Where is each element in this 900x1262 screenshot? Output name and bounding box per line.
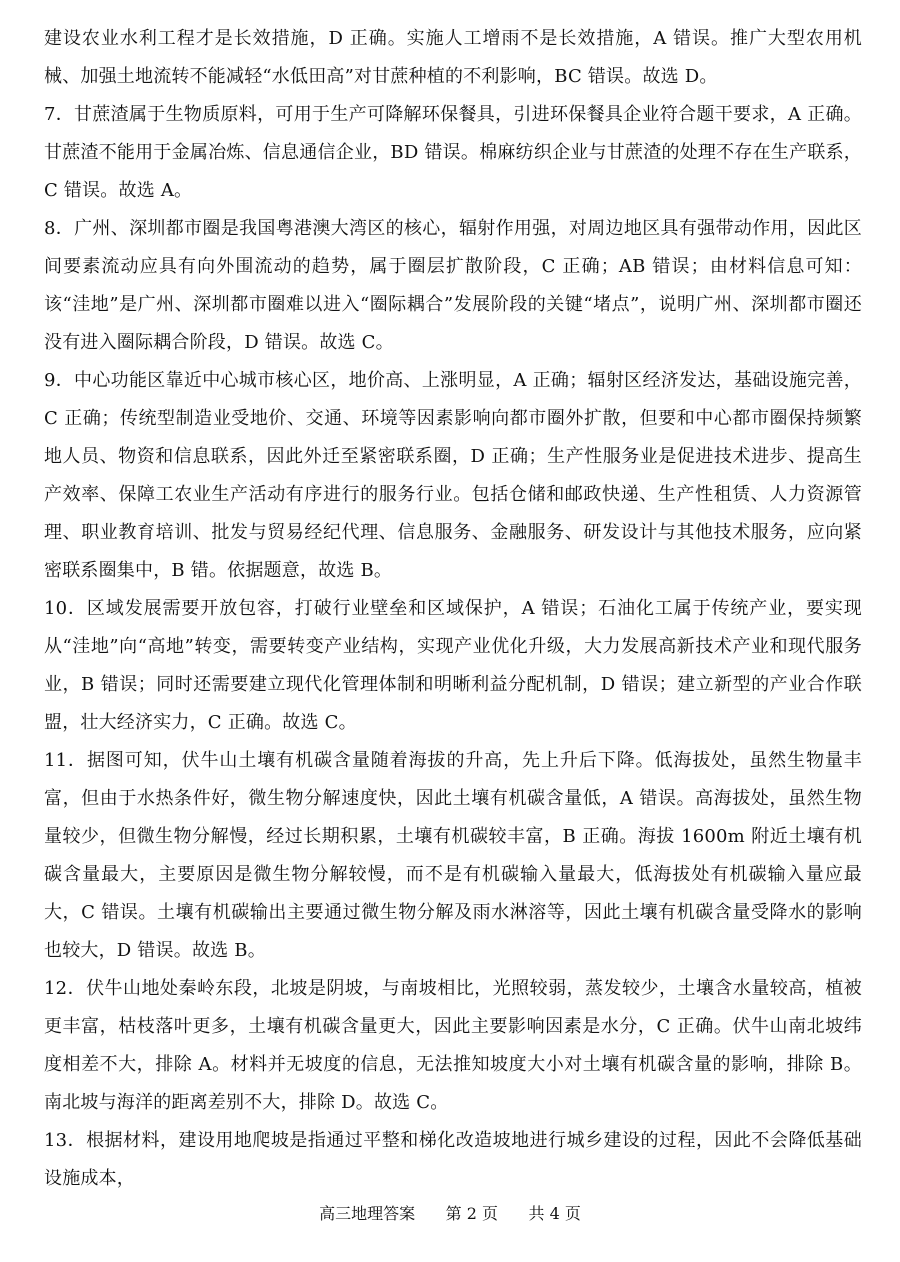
answer-paragraph-6-continued: 建设农业水利工程才是长效措施，D 正确。实施人工增雨不是长效措施，A 错误。推广大型农用机械、加强土地流转不能减轻“水低田高”对甘蔗种植的不利影响，BC 错误。故选 D。 [44,28,862,87]
answer-paragraph-10: 10．区域发展需要开放包容，打破行业壁垒和区域保护，A 错误；石油化工属于传统产业，要实现从“洼地”向“高地”转变，需要转变产业结构，实现产业优化升级，大力发展高新技术产业和现代服务业，B 错误；同时还需要建立现代化管理体制和明晰利益分配机制，D 错误；建立新型的产业合作联盟，壮大经济实力，C 正确。故选 C。 [44,598,862,733]
answer-paragraph-13: 13．根据材料，建设用地爬坡是指通过平整和梯化改造坡地进行城乡建设的过程，因此不会降低基础设施成本， [44,1130,862,1189]
answer-page-body [44,20,862,1198]
footer-subject: 高三地理答案 [319,1204,416,1223]
answer-paragraph-12: 12．伏牛山地处秦岭东段，北坡是阴坡，与南坡相比，光照较弱，蒸发较少，土壤含水量较高，植被更丰富，枯枝落叶更多，土壤有机碳含量更大，因此主要影响因素是水分，C 正确。伏牛山南北坡纬度相差不大，排除 A。材料并无坡度的信息，无法推知坡度大小对土壤有机碳含量的影响，排除 B。南北坡与海洋的距离差别不大，排除 D。故选 C。 [44,978,862,1113]
answer-paragraph-9: 9．中心功能区靠近中心城市核心区，地价高、上涨明显，A 正确；辐射区经济发达，基础设施完善，C 正确；传统型制造业受地价、交通、环境等因素影响向都市圈外扩散，但要和中心都市圈保持频繁地人员、物资和信息联系，因此外迁至紧密联系圈，D 正确；生产性服务业是促进技术进步、提高生产效率、保障工农业生产活动有序进行的服务行业。包括仓储和邮政快递、生产性租赁、人力资源管理、职业教育培训、批发与贸易经纪代理、信息服务、金融服务、研发设计与其他技术服务，应向紧密联系圈集中，B 错。依据题意，故选 B。 [44,370,862,581]
footer-total-pages: 共 4 页 [528,1204,581,1223]
footer-page-number: 第 2 页 [445,1204,498,1223]
answer-paragraph-8: 8．广州、深圳都市圈是我国粤港澳大湾区的核心，辐射作用强，对周边地区具有强带动作用，因此区间要素流动应具有向外围流动的趋势，属于圈层扩散阶段，C 正确；AB 错误；由材料信息可知：该“洼地”是广州、深圳都市圈难以进入“圈际耦合”发展阶段的关键“堵点”，说明广州、深圳都市圈还没有进入圈际耦合阶段，D 错误。故选 C。 [44,218,862,353]
answer-paragraph-11: 11．据图可知，伏牛山土壤有机碳含量随着海拔的升高，先上升后下降。低海拔处，虽然生物量丰富，但由于水热条件好，微生物分解速度快，因此土壤有机碳含量低，A 错误。高海拔处，虽然生物量较少，但微生物分解慢，经过长期积累，土壤有机碳较丰富，B 正确。海拔 1600m 附近土壤有机碳含量最大，主要原因是微生物分解较慢，而不是有机碳输入量最大，低海拔处有机碳输入量应最大，C 错误。土壤有机碳输出主要通过微生物分解及雨水淋溶等，因此土壤有机碳含量受降水的影响也较大，D 错误。故选 B。 [44,750,862,961]
answer-paragraph-7: 7．甘蔗渣属于生物质原料，可用于生产可降解环保餐具，引进环保餐具企业符合题干要求，A 正确。甘蔗渣不能用于金属冶炼、信息通信企业，BD 错误。棉麻纺织企业与甘蔗渣的处理不存在生产联系，C 错误。故选 A。 [44,104,862,201]
page-footer [0,1203,900,1225]
